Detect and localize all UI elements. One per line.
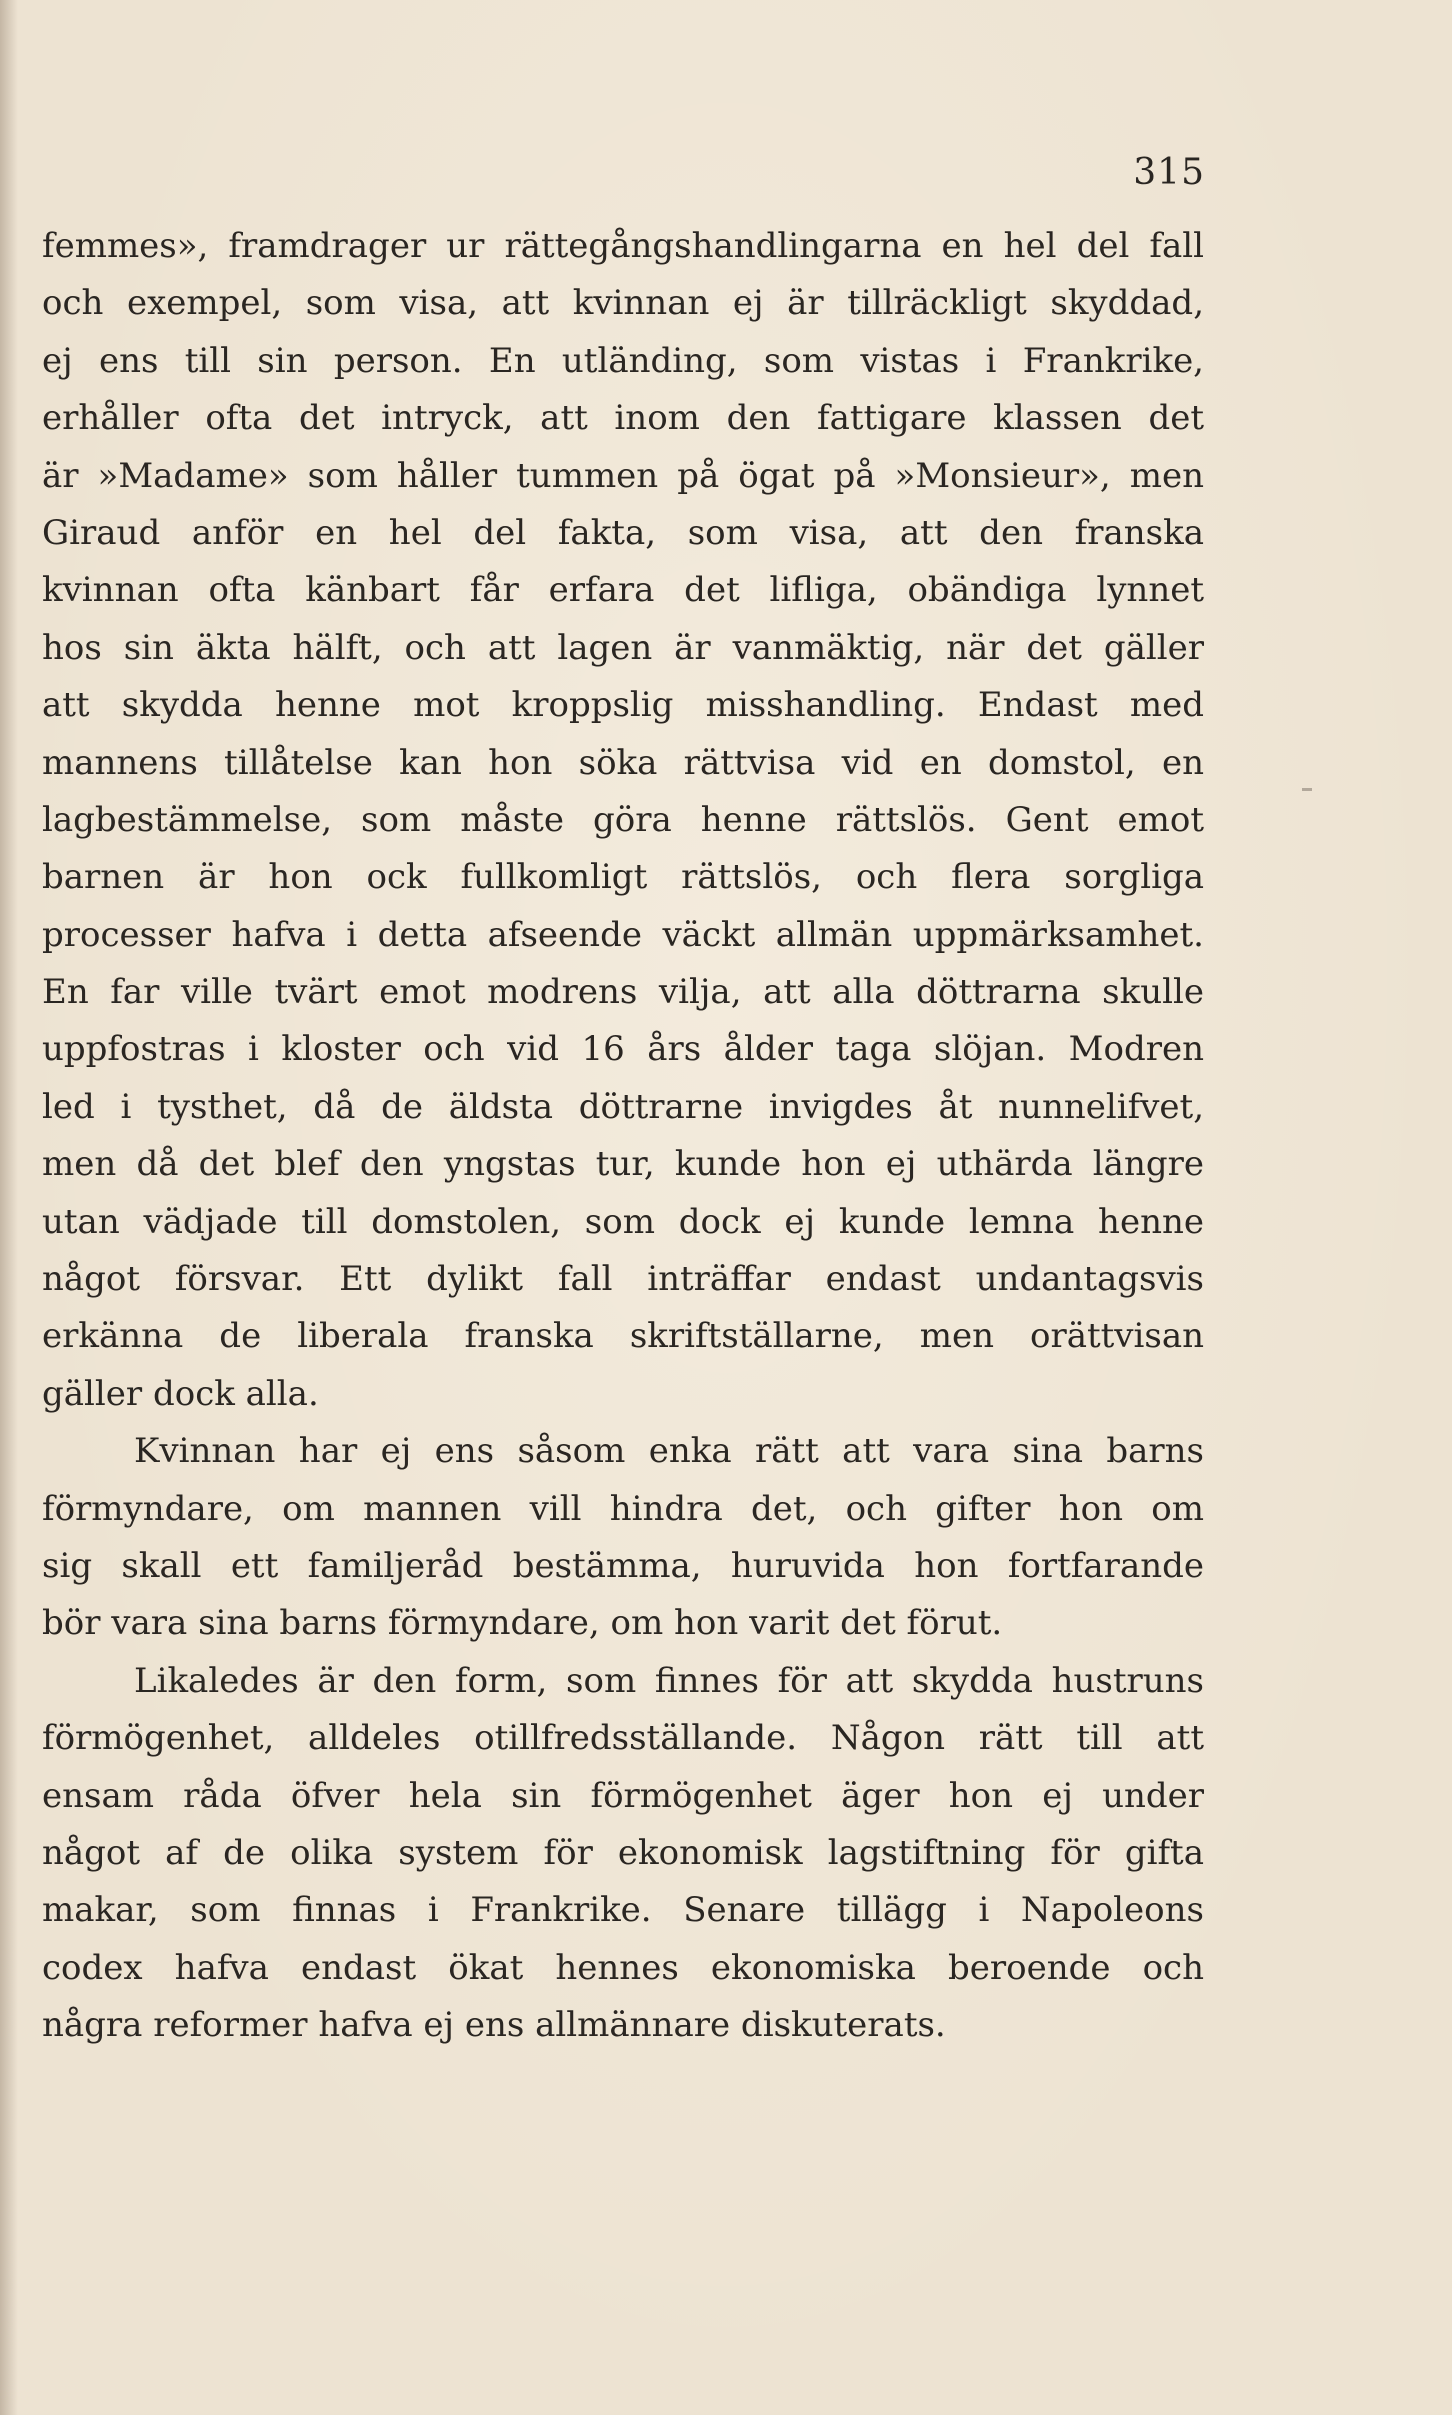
- text-line: ej ens till sin person. En utländing, som vistas i Frankrike,: [42, 340, 1204, 381]
- page-number: 315: [1133, 152, 1205, 193]
- paragraph-end-line: gäller dock alla.: [42, 1373, 319, 1414]
- paragraph-end-line: bör vara sina barns förmyndare, om hon varit det förut.: [42, 1603, 1003, 1644]
- text-line: led i tysthet, då de äldsta döttrarne invigdes åt nunnelifvet,: [42, 1086, 1204, 1127]
- text-line: något af de olika system för ekonomisk lagstiftning för gifta: [42, 1832, 1204, 1873]
- text-line: Giraud anför en hel del fakta, som visa, att den franska: [42, 512, 1204, 553]
- text-line: sig skall ett familjeråd bestämma, huruvida hon fortfarande: [42, 1545, 1204, 1586]
- text-line: uppfostras i kloster och vid 16 års ålder taga slöjan. Modren: [42, 1029, 1204, 1070]
- text-line: codex hafva endast ökat hennes ekonomiska beroende och: [42, 1947, 1204, 1988]
- text-line: är »Madame» som håller tummen på ögat på »Monsieur», men: [42, 455, 1204, 496]
- paragraph-start-line: Kvinnan har ej ens såsom enka rätt att vara sina barns: [134, 1431, 1204, 1472]
- text-line: att skydda henne mot kroppslig misshandling. Endast med: [42, 685, 1204, 726]
- text-line: utan vädjade till domstolen, som dock ej kunde lemna henne: [42, 1201, 1204, 1242]
- text-line: makar, som finnas i Frankrike. Senare tillägg i Napoleons: [42, 1890, 1204, 1931]
- text-line: kvinnan ofta känbart får erfara det lifliga, obändiga lynnet: [42, 570, 1204, 611]
- text-line: femmes», framdrager ur rättegångshandlingarna en hel del fall: [42, 226, 1204, 266]
- text-line: mannens tillåtelse kan hon söka rättvisa vid en domstol, en: [42, 742, 1204, 783]
- text-line: och exempel, som visa, att kvinnan ej är tillräckligt skyddad,: [42, 283, 1204, 324]
- text-line: processer hafva i detta afseende väckt allmän uppmärksamhet.: [42, 914, 1204, 955]
- text-line: erkänna de liberala franska skriftställarne, men orättvisan: [42, 1316, 1204, 1357]
- text-line: hos sin äkta hälft, och att lagen är vanmäktig, när det gäller: [42, 627, 1204, 668]
- text-line: erhåller ofta det intryck, att inom den fattigare klassen det: [42, 398, 1204, 439]
- text-line: ensam råda öfver hela sin förmögenhet äger hon ej under: [42, 1775, 1204, 1816]
- binding-edge-shadow: [0, 0, 18, 2415]
- body-text: [42, 218, 1204, 2055]
- text-line: förmögenhet, alldeles otillfredsställande. Någon rätt till att: [42, 1718, 1204, 1759]
- paragraph-end-line: några reformer hafva ej ens allmännare diskuterats.: [42, 2005, 946, 2046]
- text-line: En far ville tvärt emot modrens vilja, att alla döttrarna skulle: [42, 972, 1204, 1013]
- text-line: barnen är hon ock fullkomligt rättslös, och flera sorgliga: [42, 857, 1204, 898]
- text-line: men då det blef den yngstas tur, kunde hon ej uthärda längre: [42, 1144, 1204, 1185]
- paragraph-start-line: Likaledes är den form, som finnes för att skydda hustruns: [134, 1660, 1204, 1701]
- text-line: lagbestämmelse, som måste göra henne rättslös. Gent emot: [42, 799, 1204, 840]
- text-line: förmyndare, om mannen vill hindra det, och gifter hon om: [42, 1488, 1204, 1529]
- margin-mark: [1302, 788, 1312, 791]
- text-line: något försvar. Ett dylikt fall inträffar endast undantagsvis: [42, 1259, 1204, 1300]
